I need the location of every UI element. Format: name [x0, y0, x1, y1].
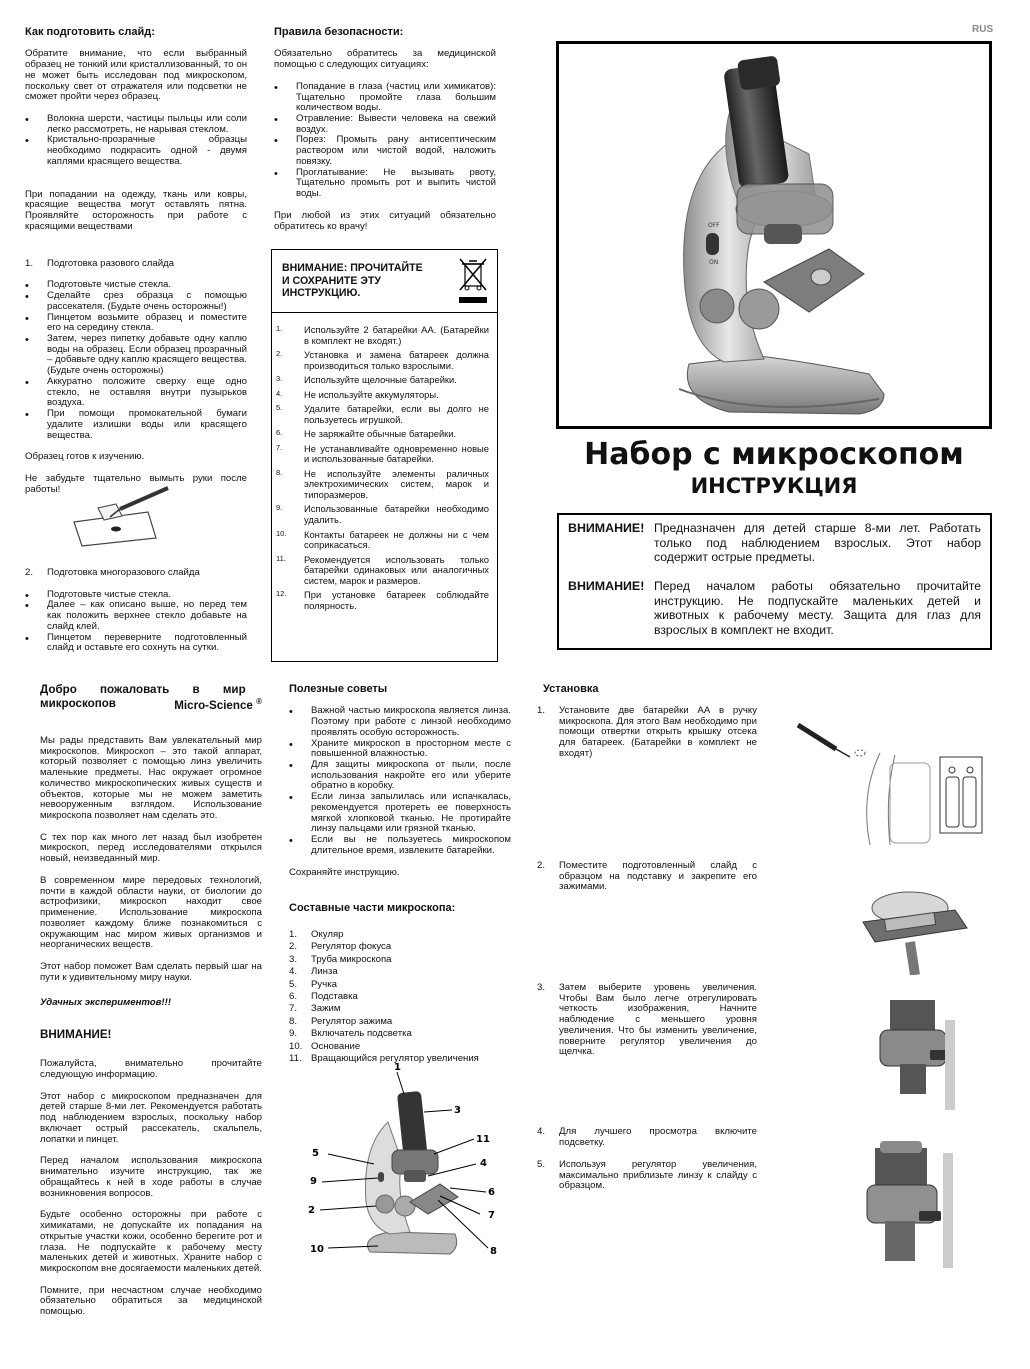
item-number: 4. — [276, 388, 283, 398]
battery-warning-title: ВНИМАНИЕ: ПРОЧИТАЙТЕ И СОХРАНИТЕ ЭТУ ИНСТРУКЦИЮ. — [282, 262, 423, 299]
item-text: Включатель подсветка — [311, 1028, 412, 1040]
callout-10: 10 — [310, 1244, 324, 1255]
list-item — [276, 528, 489, 551]
attention-paragraph: Перед началом использования микроскопа внимательно изучите инструкцию, так же обращайтесь к ней в ходе работы в случае возникновения вопросов. — [40, 1155, 262, 1199]
list-item — [289, 953, 511, 966]
step-number: 4. — [537, 1126, 546, 1137]
list-item — [276, 349, 489, 371]
callout-11: 11 — [476, 1134, 490, 1145]
battery-rules-list — [272, 313, 497, 611]
item-number: 6. — [289, 990, 298, 1002]
list-item: • Проглатывание: Не вызывать рвоту, Тщательно промыть рот и выпить чистой воды. — [296, 168, 496, 200]
slide-stage-photo — [855, 880, 975, 975]
list-item: • Кристально-прозрачные образцы необходимо подкрасить одной - двумя каплями красящего вещества. — [47, 135, 247, 167]
zoom-turret-photo — [870, 1000, 965, 1110]
item-text: Основание — [311, 1040, 361, 1052]
item-number: 10. — [289, 1040, 303, 1052]
item-text: Зажим — [311, 1003, 341, 1015]
step-text: Поместите подготовленный слайд с образцом на подставку и закрепите его зажимами. — [559, 860, 757, 893]
welcome-paragraph: Мы рады представить Вам увлекательный мир микроскопов. Микроскоп – это такой аппарат, который позволяет с помощью линз увеличить маленькие предметы. Нас окружает огромное количество микроскопических живых существ и объектов, которые мы не можем заметить невооруженным взглядом. Использование микроскопа позволяет нам сделать это. — [40, 734, 262, 821]
attention-paragraph: Будьте особенно осторожны при работе с химикатами, не допускайте их попадания на открытые участки кожи, особенно берегите рот и глаза. Не подпускайте к рабочему месту маленьких детей и животных. Храните набор с микроскопом вне досягаемости маленьких детей. — [40, 1209, 262, 1274]
item-number: 4. — [289, 966, 298, 978]
attention-paragraph: Пожалуйста, внимательно прочитайте следующую информацию. — [40, 1058, 262, 1080]
tips-bullets — [289, 706, 511, 856]
list-item — [276, 553, 489, 587]
welcome-title — [40, 683, 262, 714]
item-text: Вращающийся регулятор увеличения — [311, 1053, 479, 1065]
welcome-paragraph: Этот набор поможет Вам сделать первый шаг на пути к удивительному миру науки. — [40, 961, 262, 983]
welcome-column — [40, 683, 262, 1329]
list-item: • Если линза запылилась или испачкалась, рекомендуется протереть ее поверхность мягкой хлопковой тканью. Не протирайте линзу пальцами или грязной тканью. — [311, 792, 511, 835]
item-text: Не используйте элементы раличных электрохимических систем, марок и типоразмеров. — [304, 467, 489, 500]
slide-prep-heading: Как подготовить слайд: — [25, 26, 155, 38]
install-step — [537, 983, 757, 1058]
section-number: 1. — [25, 257, 34, 269]
item-text: Подставка — [311, 990, 358, 1002]
item-number: 2. — [289, 941, 298, 953]
slide-prep-column — [25, 26, 247, 507]
warning-1-label: ВНИМАНИЕ! — [568, 521, 645, 535]
welcome-title-line2 — [40, 697, 262, 713]
item-number: 7. — [276, 442, 283, 452]
install-step — [537, 706, 757, 760]
step-text: Используя регулятор увеличения, максимально приблизьте линзу к слайду с образцом. — [559, 1159, 757, 1192]
warning-1 — [568, 521, 981, 565]
safety-bullets — [274, 82, 496, 200]
item-number: 11. — [276, 553, 286, 563]
install-step-list — [537, 983, 757, 1058]
callout-9: 9 — [310, 1176, 317, 1187]
main-warning-box — [557, 513, 992, 650]
callout-3: 3 — [454, 1105, 461, 1116]
item-text: Регулятор зажима — [311, 1015, 393, 1027]
list-item — [289, 966, 511, 978]
list-item — [276, 388, 489, 401]
safety-column — [274, 26, 496, 243]
section-2 — [25, 568, 247, 654]
warning-2-label: ВНИМАНИЕ! — [568, 578, 645, 593]
list-item: • Отравление: Вывести человека на свежий воздух. — [296, 114, 496, 135]
callout-4: 4 — [480, 1158, 487, 1169]
attention-paragraph: Этот набор с микроскопом предназначен для детей старше 8-ми лет. Рекомендуется работать под наблюдением взрослых, поскольку набор включает острый рассекатель, скальпель, лопатки и пинцет. — [40, 1090, 262, 1145]
list-item — [289, 1003, 511, 1015]
install-step — [537, 1160, 757, 1192]
list-item — [289, 1028, 511, 1040]
item-number: 8. — [276, 467, 283, 477]
item-text: Рекомендуется использовать только батарейки одинаковых или аналогичных систем, марок и размеров. — [304, 553, 489, 586]
brand-name: Micro-Science — [174, 699, 253, 713]
slide-illustration — [68, 482, 178, 547]
item-text: Установка и замена батареек должна производиться только взрослыми. — [304, 349, 489, 371]
item-text: Не заряжайте обычные батарейки. — [304, 428, 457, 440]
slide-prep-intro: Обратите внимание, что если выбранный образец не тонкий или кристаллизованный, то он не может быть исследован под микроскопом, поскольку свет от отражателя или подсветки не сможет пройти через образец. — [25, 48, 247, 103]
item-text: Контакты батареек не должны ни с чем соприкасаться. — [304, 528, 489, 551]
install-step-list — [537, 861, 757, 893]
item-number: 1. — [276, 324, 283, 333]
list-item: • Подготовьте чистые стекла. — [47, 590, 247, 601]
item-number: 12. — [276, 589, 287, 599]
callout-1: 1 — [394, 1062, 401, 1073]
item-number: 10. — [276, 528, 287, 538]
keep-instructions: Сохраняйте инструкцию. — [289, 866, 400, 878]
list-item: • Аккуратно положите сверху еще одно стекло, не оставляя внутри пузырьков воздуха. — [47, 377, 247, 409]
section-title: Подготовка многоразового слайда — [47, 567, 200, 578]
section-1-title — [25, 259, 247, 270]
wash-hands-text: Не забудьте тщательно вымыть руки после работы! — [25, 473, 247, 495]
list-item: • Пинцетом переверните подготовленный слайд и оставьте его сохнуть на сутки. — [47, 633, 247, 654]
list-item: • Порез: Промыть рану антисептическим раствором или чистой водой, наложить повязку. — [296, 135, 496, 167]
step-number: 2. — [537, 860, 546, 871]
list-item — [276, 589, 489, 611]
item-text: Используйте 2 батарейки АА. (Батарейки в комплект не входят.) — [304, 324, 489, 346]
list-item — [537, 982, 757, 1058]
item-number: 6. — [276, 428, 283, 438]
list-item — [537, 1159, 757, 1192]
section-number: 2. — [25, 567, 34, 578]
install-step — [537, 861, 757, 893]
list-item — [289, 978, 511, 991]
item-number: 3. — [289, 953, 298, 965]
step-number: 3. — [537, 982, 546, 993]
warning-2 — [568, 579, 981, 638]
item-text: Окуляр — [311, 928, 344, 940]
hero-image-frame — [556, 41, 992, 429]
item-number: 11. — [289, 1053, 302, 1065]
stain-note: При попадании на одежду, ткань или ковры, красящие вещества могут оставлять пятна. Проявляйте осторожность при работе с красящими веществами — [25, 188, 247, 232]
switch-off-label: OFF — [708, 222, 720, 229]
slide-prep-bullets — [25, 114, 247, 168]
attention-paragraph: Помните, при несчастном случае необходимо обязательно обратиться за медицинской помощью. — [40, 1284, 262, 1318]
list-item: • Пинцетом возьмите образец и поместите его на середину стекла. — [47, 313, 247, 334]
callout-5: 5 — [312, 1148, 319, 1159]
item-text: Не используйте аккумуляторы. — [304, 388, 439, 400]
item-text: Использованные батарейки необходимо удалить. — [304, 503, 489, 525]
list-item: • Попадание в глаза (частиц или химикатов): Тщательно промойте глаза большим количеством воды. — [296, 82, 496, 114]
list-item: • Если вы не пользуетесь микроскопом длительное время, извлеките батарейки. — [311, 835, 511, 856]
item-number: 9. — [289, 1028, 298, 1040]
item-number: 7. — [289, 1003, 298, 1015]
welcome-title-line1 — [40, 683, 262, 697]
battery-install-illustration — [790, 715, 1000, 855]
list-item: • Сделайте срез образца с помощью рассекателя. (Будьте очень осторожны!) — [47, 291, 247, 312]
list-item — [289, 990, 511, 1003]
safety-intro: Обязательно обратитесь за медицинской помощью с следующих ситуациях: — [274, 48, 496, 71]
item-text: Труба микроскопа — [311, 953, 392, 965]
tips-heading: Полезные советы — [289, 683, 388, 695]
item-text: Используйте щелочные батарейки. — [304, 374, 457, 386]
list-item — [276, 442, 489, 465]
section-2-bullets — [25, 590, 247, 654]
tips-column — [289, 683, 511, 1066]
parts-heading: Составные части микроскопа: — [289, 902, 456, 915]
callout-7: 7 — [488, 1210, 495, 1221]
microscope-photo — [559, 44, 989, 426]
language-code: RUS — [972, 24, 994, 35]
list-item: • При помощи промокательной бумаги удалите излишки воды или красящего вещества. — [47, 409, 247, 441]
step-number: 5. — [537, 1159, 546, 1170]
item-text: Не устанавливайте одновременно новые и использованные батарейки. — [304, 442, 489, 465]
warning-1-text: Предназначен для детей старше 8-ми лет. Работать только под наблюдением взрослых. Этот набор содержит острые предметы. — [654, 521, 981, 565]
item-number: 2. — [276, 349, 283, 359]
list-item: • Волокна шерсти, частицы пыльцы или соли легко рассмотреть, не нарывая стеклом. — [47, 114, 247, 135]
good-luck-text: Удачных экспериментов!!! — [40, 996, 172, 1008]
list-item: • Важной частью микроскопа является линза. Поэтому при работе с линзой необходимо проявлять особую осторожность. — [311, 706, 511, 738]
item-number: 3. — [276, 374, 283, 384]
page-title: Набор с микроскопом — [584, 437, 964, 472]
section-1-bullets — [25, 280, 247, 441]
list-item — [289, 1015, 511, 1028]
section-2-title — [25, 568, 247, 579]
item-text: Линза — [311, 966, 338, 978]
install-heading: Установка — [543, 683, 599, 695]
item-text: Ручка — [311, 978, 337, 990]
list-item — [276, 374, 489, 386]
item-number: 5. — [289, 978, 298, 990]
list-item: • Храните микроскоп в просторном месте с повышенной влажностью. — [311, 739, 511, 760]
page-subtitle: ИНСТРУКЦИЯ — [690, 474, 858, 498]
welcome-paragraph: С тех пор как много лет назад был изобретен микроскоп, перед исследователями открылся новый, неизведанный мир. — [40, 831, 262, 865]
install-step-list — [537, 1160, 757, 1192]
safety-heading: Правила безопасности: — [274, 26, 404, 38]
list-item — [276, 403, 489, 425]
install-step — [537, 1127, 757, 1148]
switch-on-label: ON — [709, 259, 719, 266]
item-text: Удалите батарейки, если вы долго не пользуетесь игрушкой. — [304, 403, 489, 425]
step-number: 1. — [537, 705, 546, 716]
welcome-title-text: микроскопов — [40, 697, 116, 711]
install-step-list — [537, 1127, 757, 1148]
list-item — [289, 928, 511, 941]
microscope-parts-diagram — [300, 1062, 510, 1262]
battery-warning-header — [272, 250, 497, 313]
focus-adjust-photo — [845, 1133, 975, 1273]
list-item — [289, 941, 511, 953]
list-item — [537, 1126, 757, 1148]
item-text: Регулятор фокуса — [311, 941, 392, 953]
list-item — [289, 1040, 511, 1053]
welcome-paragraph: В современном мире передовых технологий, почти в каждой области науки, от биологии до астрофизики, микроскоп находит свое применение. Использование микроскопа позволяет каждому ближе познакомиться с окружающим нас миром живых организмов и неорганических веществ. — [40, 874, 262, 951]
warning-2-text: Перед началом работы обязательно прочитайте инструкцию. Не подпускайте маленьких детей и животных к рабочему месту. Защита для глаз для взрослых в комплект не входит. — [654, 578, 981, 637]
item-number: 9. — [276, 503, 283, 513]
step-text: Затем выберите уровень увеличения. Чтобы Вам было легче отрегулировать четкость изображения, Начните наблюдение с меньшего уровня увеличения. Что бы изменить увеличение, поверните регулятор увеличения до щелчка. — [559, 982, 757, 1058]
install-step-list — [537, 706, 757, 760]
section-title: Подготовка разового слайда — [47, 257, 174, 269]
doctor-note: При любой из этих ситуаций обязательно обратитесь ко врачу! — [274, 209, 496, 232]
list-item: • Затем, через пипетку добавьте одну каплю воды на образец. Если образец прозрачный – добавьте одну каплю красящего вещества. (Будьте очень осторожны) — [47, 334, 247, 377]
callout-2: 2 — [308, 1205, 315, 1216]
parts-list — [289, 929, 511, 1066]
list-item — [537, 860, 757, 893]
recycle-bin-crossed-icon — [456, 256, 490, 306]
item-text: При установке батареек соблюдайте полярность. — [304, 589, 489, 611]
callout-6: 6 — [488, 1187, 495, 1198]
list-item: • Для защиты микроскопа от пыли, после использования накройте его или уберите обратно в коробку. — [311, 760, 511, 792]
item-number: 1. — [289, 928, 298, 940]
list-item — [537, 705, 757, 760]
battery-warning-box — [271, 249, 498, 662]
list-item: • Подготовьте чистые стекла. — [47, 280, 247, 291]
list-item — [276, 467, 489, 501]
welcome-title-text: Добро пожаловать в мир — [40, 683, 246, 696]
step-text: Установите две батарейки АА в ручку микроскопа. Для этого Вам необходимо при помощи отвертки открыть крышку отсека для батареек. (Батарейки в комплект не входят) — [559, 705, 757, 759]
callout-8: 8 — [490, 1246, 497, 1257]
attention-heading: ВНИМАНИЕ! — [40, 1028, 112, 1042]
item-number: 8. — [289, 1015, 298, 1027]
registered-mark: ® — [256, 697, 262, 707]
ready-text: Образец готов к изучению. — [25, 451, 145, 463]
list-item — [276, 428, 489, 440]
item-number: 5. — [276, 403, 283, 413]
list-item: • Далее – как описано выше, но перед тем как положить верхнее стекло добавьте на слайд клей. — [47, 600, 247, 632]
list-item — [276, 503, 489, 525]
step-text: Для лучшего просмотра включите подсветку. — [559, 1126, 757, 1148]
list-item — [276, 324, 489, 346]
